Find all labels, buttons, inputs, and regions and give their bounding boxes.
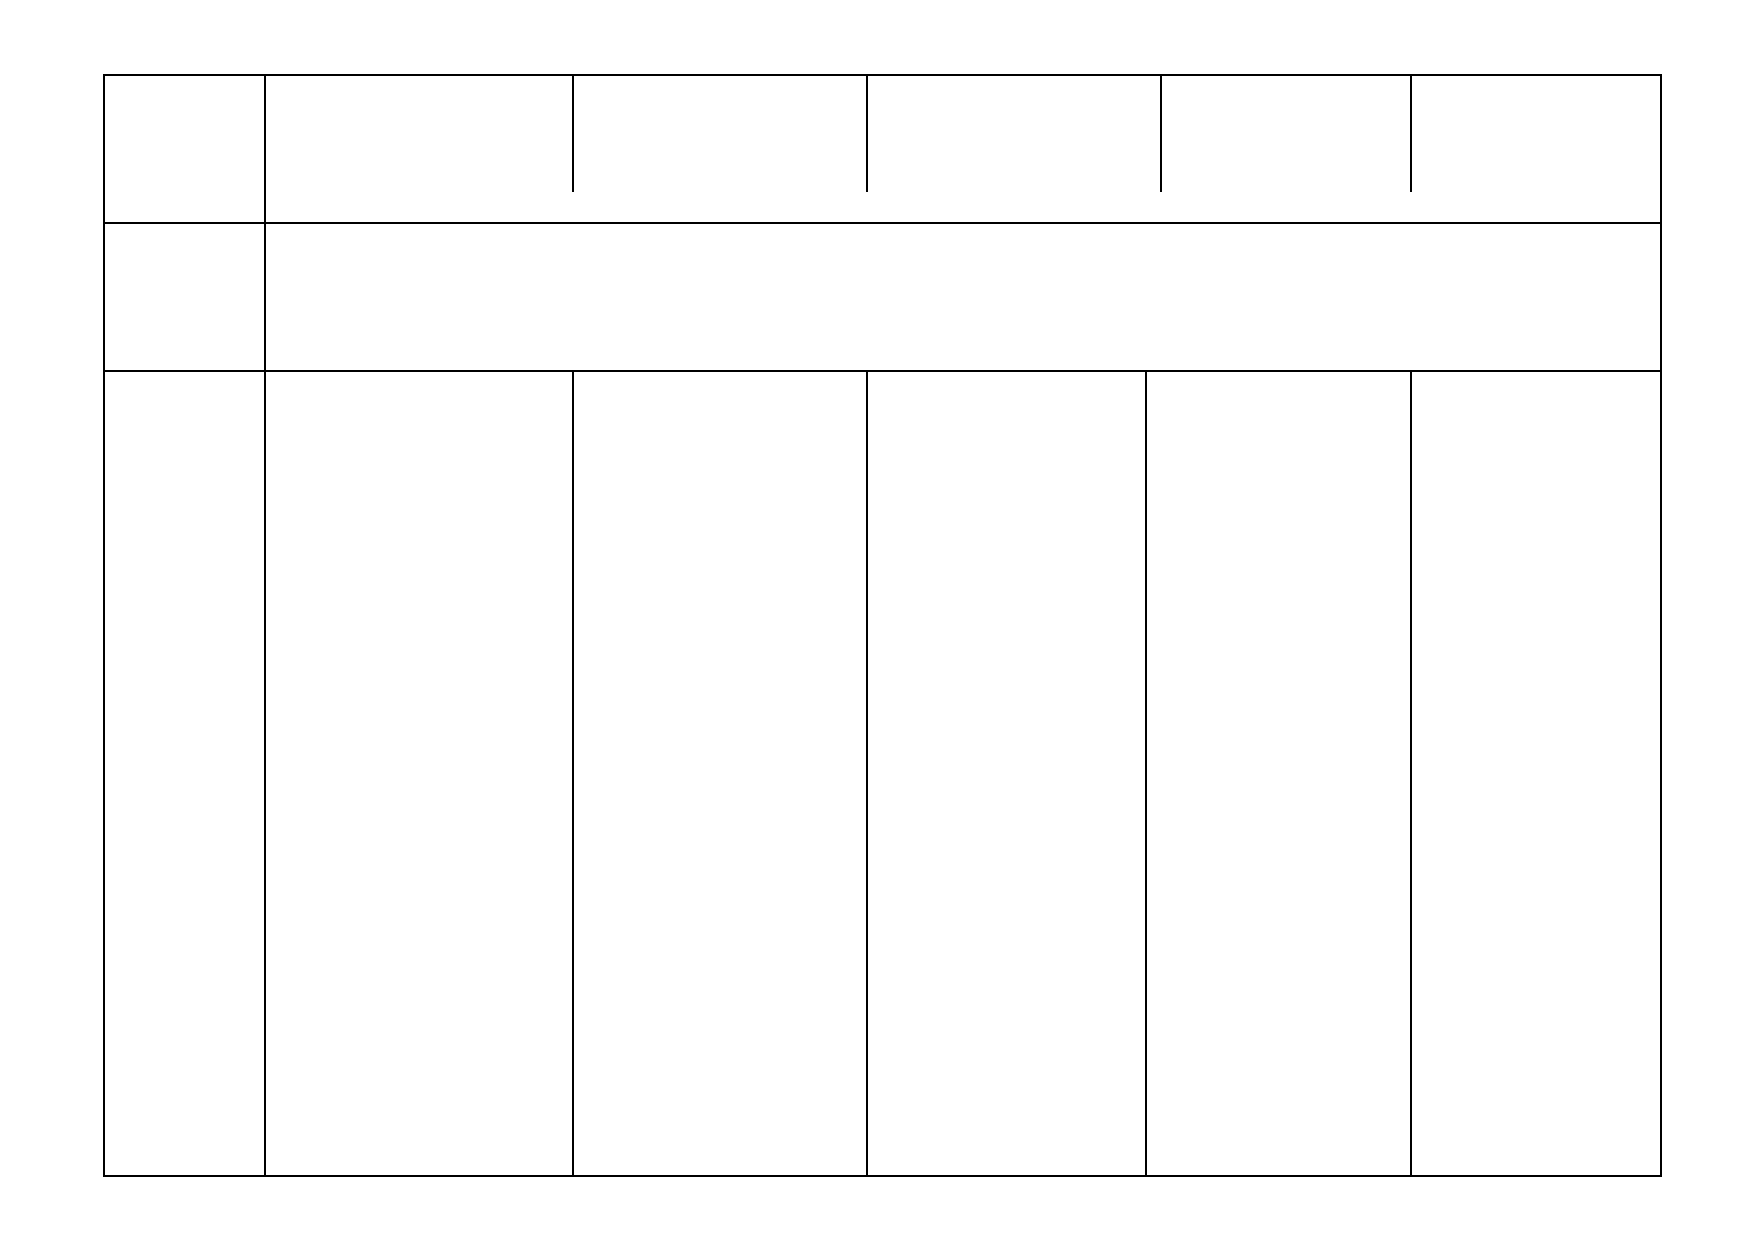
top-row-divider-2 (866, 74, 868, 192)
table-top-border (103, 74, 1662, 76)
label-column-divider (264, 74, 266, 1177)
walk-col-divider-4 (1410, 370, 1412, 1177)
table-bottom-border (103, 1175, 1662, 1177)
top-row-divider-4 (1410, 74, 1412, 192)
table-left-border (103, 74, 105, 1177)
top-row-divider-1 (572, 74, 574, 192)
walk-col-divider-3 (1145, 370, 1147, 1177)
row-divider-2 (103, 370, 1662, 372)
walk-col-divider-2 (866, 370, 868, 1177)
walk-col-divider-1 (572, 370, 574, 1177)
row-divider-1 (103, 222, 1662, 224)
top-row-divider-3 (1160, 74, 1162, 192)
table-right-border (1660, 74, 1662, 1177)
